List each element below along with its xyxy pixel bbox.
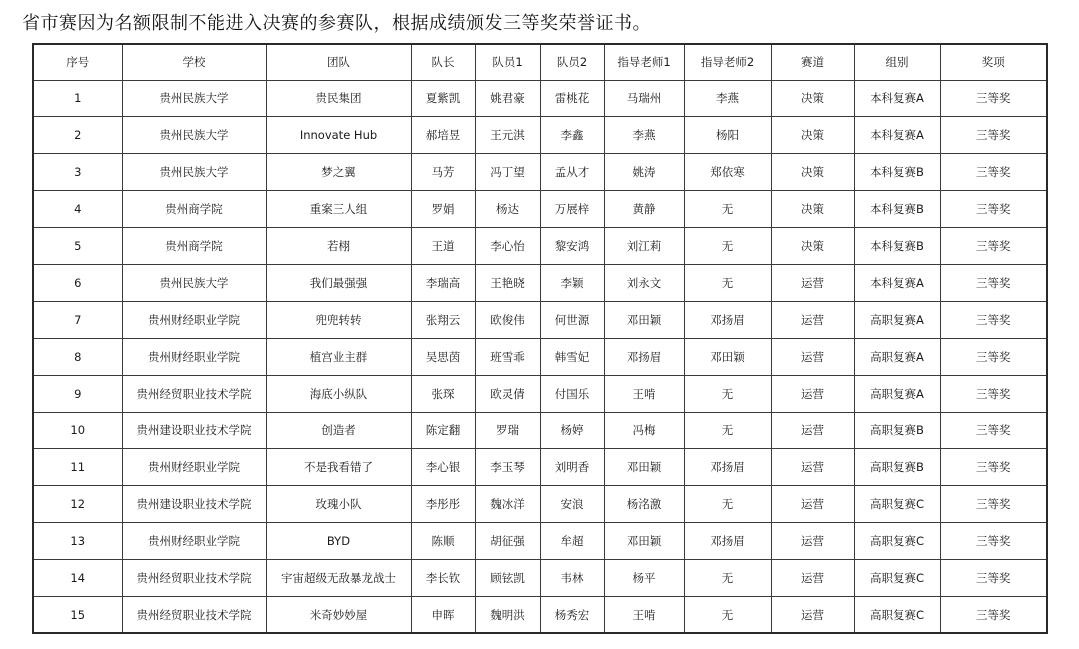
cell-advisor2: 李燕: [684, 80, 771, 117]
cell-advisor2: 无: [684, 486, 771, 523]
cell-award: 三等奖: [940, 375, 1047, 412]
cell-member1: 杨达: [475, 191, 540, 228]
cell-track: 决策: [771, 80, 854, 117]
cell-member2: 杨婷: [540, 412, 604, 449]
cell-award: 三等奖: [940, 449, 1047, 486]
cell-advisor1: 邓田颖: [604, 301, 684, 338]
cell-team: 玫瑰小队: [266, 486, 411, 523]
cell-advisor1: 王啃: [604, 596, 684, 633]
cell-advisor2: 无: [684, 596, 771, 633]
cell-school: 贵州财经职业学院: [122, 338, 266, 375]
cell-advisor2: 无: [684, 228, 771, 265]
cell-advisor2: 邓扬眉: [684, 523, 771, 560]
cell-advisor2: 郑依寒: [684, 154, 771, 191]
cell-school: 贵州民族大学: [122, 154, 266, 191]
table-row: [33, 228, 1047, 265]
cell-group: 本科复赛B: [854, 191, 940, 228]
cell-index: 13: [33, 523, 122, 560]
cell-track: 运营: [771, 301, 854, 338]
cell-captain: 王道: [411, 228, 475, 265]
cell-member2: 刘明香: [540, 449, 604, 486]
cell-group: 高职复赛A: [854, 301, 940, 338]
cell-track: 运营: [771, 560, 854, 597]
cell-advisor1: 王啃: [604, 375, 684, 412]
header-group: 组别: [854, 44, 940, 80]
cell-advisor1: 黄静: [604, 191, 684, 228]
cell-advisor1: 马瑞州: [604, 80, 684, 117]
cell-school: 贵州经贸职业技术学院: [122, 596, 266, 633]
cell-member2: 李鑫: [540, 117, 604, 154]
cell-captain: 申晖: [411, 596, 475, 633]
cell-team: 梦之翼: [266, 154, 411, 191]
header-track: 赛道: [771, 44, 854, 80]
cell-group: 本科复赛A: [854, 117, 940, 154]
cell-index: 5: [33, 228, 122, 265]
cell-index: 7: [33, 301, 122, 338]
cell-school: 贵州民族大学: [122, 80, 266, 117]
cell-captain: 李瑞高: [411, 264, 475, 301]
cell-track: 运营: [771, 449, 854, 486]
cell-team: 若栩: [266, 228, 411, 265]
table-row: [33, 486, 1047, 523]
cell-track: 运营: [771, 412, 854, 449]
cell-school: 贵州商学院: [122, 191, 266, 228]
cell-team: BYD: [266, 523, 411, 560]
cell-member1: 班雪乖: [475, 338, 540, 375]
cell-team: 米奇妙妙屋: [266, 596, 411, 633]
cell-advisor1: 邓扬眉: [604, 338, 684, 375]
cell-member1: 魏冰洋: [475, 486, 540, 523]
cell-advisor1: 邓田颖: [604, 449, 684, 486]
cell-school: 贵州财经职业学院: [122, 301, 266, 338]
cell-award: 三等奖: [940, 80, 1047, 117]
table-row: [33, 560, 1047, 597]
cell-track: 运营: [771, 375, 854, 412]
cell-captain: 陈顺: [411, 523, 475, 560]
cell-award: 三等奖: [940, 117, 1047, 154]
cell-track: 决策: [771, 154, 854, 191]
cell-team: Innovate Hub: [266, 117, 411, 154]
table-row: [33, 80, 1047, 117]
cell-member2: 安浪: [540, 486, 604, 523]
table-row: [33, 117, 1047, 154]
header-index: 序号: [33, 44, 122, 80]
cell-advisor1: 冯梅: [604, 412, 684, 449]
header-member2: 队员2: [540, 44, 604, 80]
cell-group: 本科复赛B: [854, 228, 940, 265]
cell-school: 贵州经贸职业技术学院: [122, 560, 266, 597]
cell-member1: 顾铉凯: [475, 560, 540, 597]
award-table: [32, 43, 1048, 634]
cell-advisor2: 邓扬眉: [684, 301, 771, 338]
cell-advisor2: 无: [684, 264, 771, 301]
cell-index: 15: [33, 596, 122, 633]
cell-team: 贵民集团: [266, 80, 411, 117]
cell-school: 贵州民族大学: [122, 117, 266, 154]
cell-captain: 郝培昱: [411, 117, 475, 154]
cell-advisor2: 邓田颖: [684, 338, 771, 375]
table-body: [33, 80, 1047, 633]
cell-member1: 魏明洪: [475, 596, 540, 633]
cell-member1: 王艳晓: [475, 264, 540, 301]
table-row: [33, 264, 1047, 301]
header-team: 团队: [266, 44, 411, 80]
cell-team: 植宫业主群: [266, 338, 411, 375]
header-school: 学校: [122, 44, 266, 80]
table-row: [33, 338, 1047, 375]
cell-group: 高职复赛B: [854, 412, 940, 449]
cell-team: 不是我看错了: [266, 449, 411, 486]
cell-advisor1: 邓田颖: [604, 523, 684, 560]
cell-index: 11: [33, 449, 122, 486]
cell-index: 14: [33, 560, 122, 597]
cell-track: 决策: [771, 117, 854, 154]
header-award: 奖项: [940, 44, 1047, 80]
table-row: [33, 412, 1047, 449]
cell-group: 本科复赛B: [854, 154, 940, 191]
cell-captain: 罗娟: [411, 191, 475, 228]
cell-award: 三等奖: [940, 191, 1047, 228]
cell-member2: 雷桃花: [540, 80, 604, 117]
cell-index: 10: [33, 412, 122, 449]
table-header: [33, 44, 1047, 80]
cell-track: 运营: [771, 338, 854, 375]
cell-group: 高职复赛C: [854, 596, 940, 633]
cell-captain: 马芳: [411, 154, 475, 191]
cell-school: 贵州财经职业学院: [122, 523, 266, 560]
cell-captain: 吴思茵: [411, 338, 475, 375]
cell-school: 贵州建设职业技术学院: [122, 486, 266, 523]
cell-award: 三等奖: [940, 412, 1047, 449]
cell-member1: 胡征强: [475, 523, 540, 560]
cell-award: 三等奖: [940, 228, 1047, 265]
header-captain: 队长: [411, 44, 475, 80]
cell-captain: 李彤彤: [411, 486, 475, 523]
cell-award: 三等奖: [940, 560, 1047, 597]
cell-award: 三等奖: [940, 523, 1047, 560]
cell-member2: 黎安鸿: [540, 228, 604, 265]
header-row: [33, 44, 1047, 80]
cell-captain: 李心银: [411, 449, 475, 486]
cell-member1: 李心怡: [475, 228, 540, 265]
cell-captain: 夏紫凯: [411, 80, 475, 117]
cell-team: 宇宙超级无敌暴龙战士: [266, 560, 411, 597]
cell-group: 高职复赛C: [854, 523, 940, 560]
cell-member2: 孟从才: [540, 154, 604, 191]
cell-member1: 罗瑞: [475, 412, 540, 449]
cell-group: 高职复赛C: [854, 486, 940, 523]
table-row: [33, 375, 1047, 412]
table-row: [33, 191, 1047, 228]
cell-member2: 何世源: [540, 301, 604, 338]
cell-team: 重案三人组: [266, 191, 411, 228]
cell-member1: 欧俊伟: [475, 301, 540, 338]
cell-member2: 韩雪妃: [540, 338, 604, 375]
cell-member1: 王元淇: [475, 117, 540, 154]
cell-index: 1: [33, 80, 122, 117]
cell-index: 3: [33, 154, 122, 191]
cell-track: 运营: [771, 596, 854, 633]
header-advisor1: 指导老师1: [604, 44, 684, 80]
cell-track: 运营: [771, 523, 854, 560]
cell-index: 9: [33, 375, 122, 412]
cell-index: 6: [33, 264, 122, 301]
page-title: 省市赛因为名额限制不能进入决赛的参赛队，根据成绩颁发三等奖荣誉证书。: [22, 13, 651, 34]
cell-captain: 张琛: [411, 375, 475, 412]
table-row: [33, 523, 1047, 560]
cell-index: 2: [33, 117, 122, 154]
cell-member2: 李颖: [540, 264, 604, 301]
cell-member2: 付国乐: [540, 375, 604, 412]
cell-track: 运营: [771, 486, 854, 523]
table-row: [33, 596, 1047, 633]
cell-advisor2: 无: [684, 412, 771, 449]
cell-member2: 杨秀宏: [540, 596, 604, 633]
cell-member1: 冯丁望: [475, 154, 540, 191]
cell-advisor2: 无: [684, 375, 771, 412]
header-member1: 队员1: [475, 44, 540, 80]
cell-team: 海底小纵队: [266, 375, 411, 412]
cell-advisor1: 刘永文: [604, 264, 684, 301]
cell-advisor2: 杨阳: [684, 117, 771, 154]
cell-group: 本科复赛A: [854, 80, 940, 117]
table-row: [33, 301, 1047, 338]
cell-member2: 牟超: [540, 523, 604, 560]
cell-index: 8: [33, 338, 122, 375]
cell-advisor2: 邓扬眉: [684, 449, 771, 486]
cell-team: 创造者: [266, 412, 411, 449]
cell-award: 三等奖: [940, 301, 1047, 338]
cell-member1: 李玉琴: [475, 449, 540, 486]
cell-award: 三等奖: [940, 596, 1047, 633]
cell-group: 高职复赛A: [854, 375, 940, 412]
cell-group: 高职复赛A: [854, 338, 940, 375]
cell-track: 决策: [771, 191, 854, 228]
cell-advisor1: 刘江莉: [604, 228, 684, 265]
cell-group: 本科复赛A: [854, 264, 940, 301]
cell-award: 三等奖: [940, 154, 1047, 191]
cell-team: 我们最强强: [266, 264, 411, 301]
cell-award: 三等奖: [940, 338, 1047, 375]
cell-index: 12: [33, 486, 122, 523]
cell-award: 三等奖: [940, 486, 1047, 523]
cell-index: 4: [33, 191, 122, 228]
cell-team: 兜兜转转: [266, 301, 411, 338]
cell-member1: 姚君豪: [475, 80, 540, 117]
cell-advisor1: 杨洺激: [604, 486, 684, 523]
cell-advisor1: 李燕: [604, 117, 684, 154]
cell-advisor1: 姚涛: [604, 154, 684, 191]
cell-member2: 万展梓: [540, 191, 604, 228]
cell-track: 运营: [771, 264, 854, 301]
cell-track: 决策: [771, 228, 854, 265]
cell-member2: 韦林: [540, 560, 604, 597]
cell-school: 贵州建设职业技术学院: [122, 412, 266, 449]
cell-group: 高职复赛C: [854, 560, 940, 597]
cell-award: 三等奖: [940, 264, 1047, 301]
cell-member1: 欧灵倩: [475, 375, 540, 412]
cell-advisor2: 无: [684, 191, 771, 228]
header-advisor2: 指导老师2: [684, 44, 771, 80]
cell-captain: 李长钦: [411, 560, 475, 597]
cell-school: 贵州财经职业学院: [122, 449, 266, 486]
cell-school: 贵州经贸职业技术学院: [122, 375, 266, 412]
cell-group: 高职复赛B: [854, 449, 940, 486]
table-row: [33, 449, 1047, 486]
cell-captain: 陈定翻: [411, 412, 475, 449]
cell-captain: 张翔云: [411, 301, 475, 338]
cell-school: 贵州民族大学: [122, 264, 266, 301]
cell-advisor2: 无: [684, 560, 771, 597]
table-row: [33, 154, 1047, 191]
cell-advisor1: 杨平: [604, 560, 684, 597]
cell-school: 贵州商学院: [122, 228, 266, 265]
